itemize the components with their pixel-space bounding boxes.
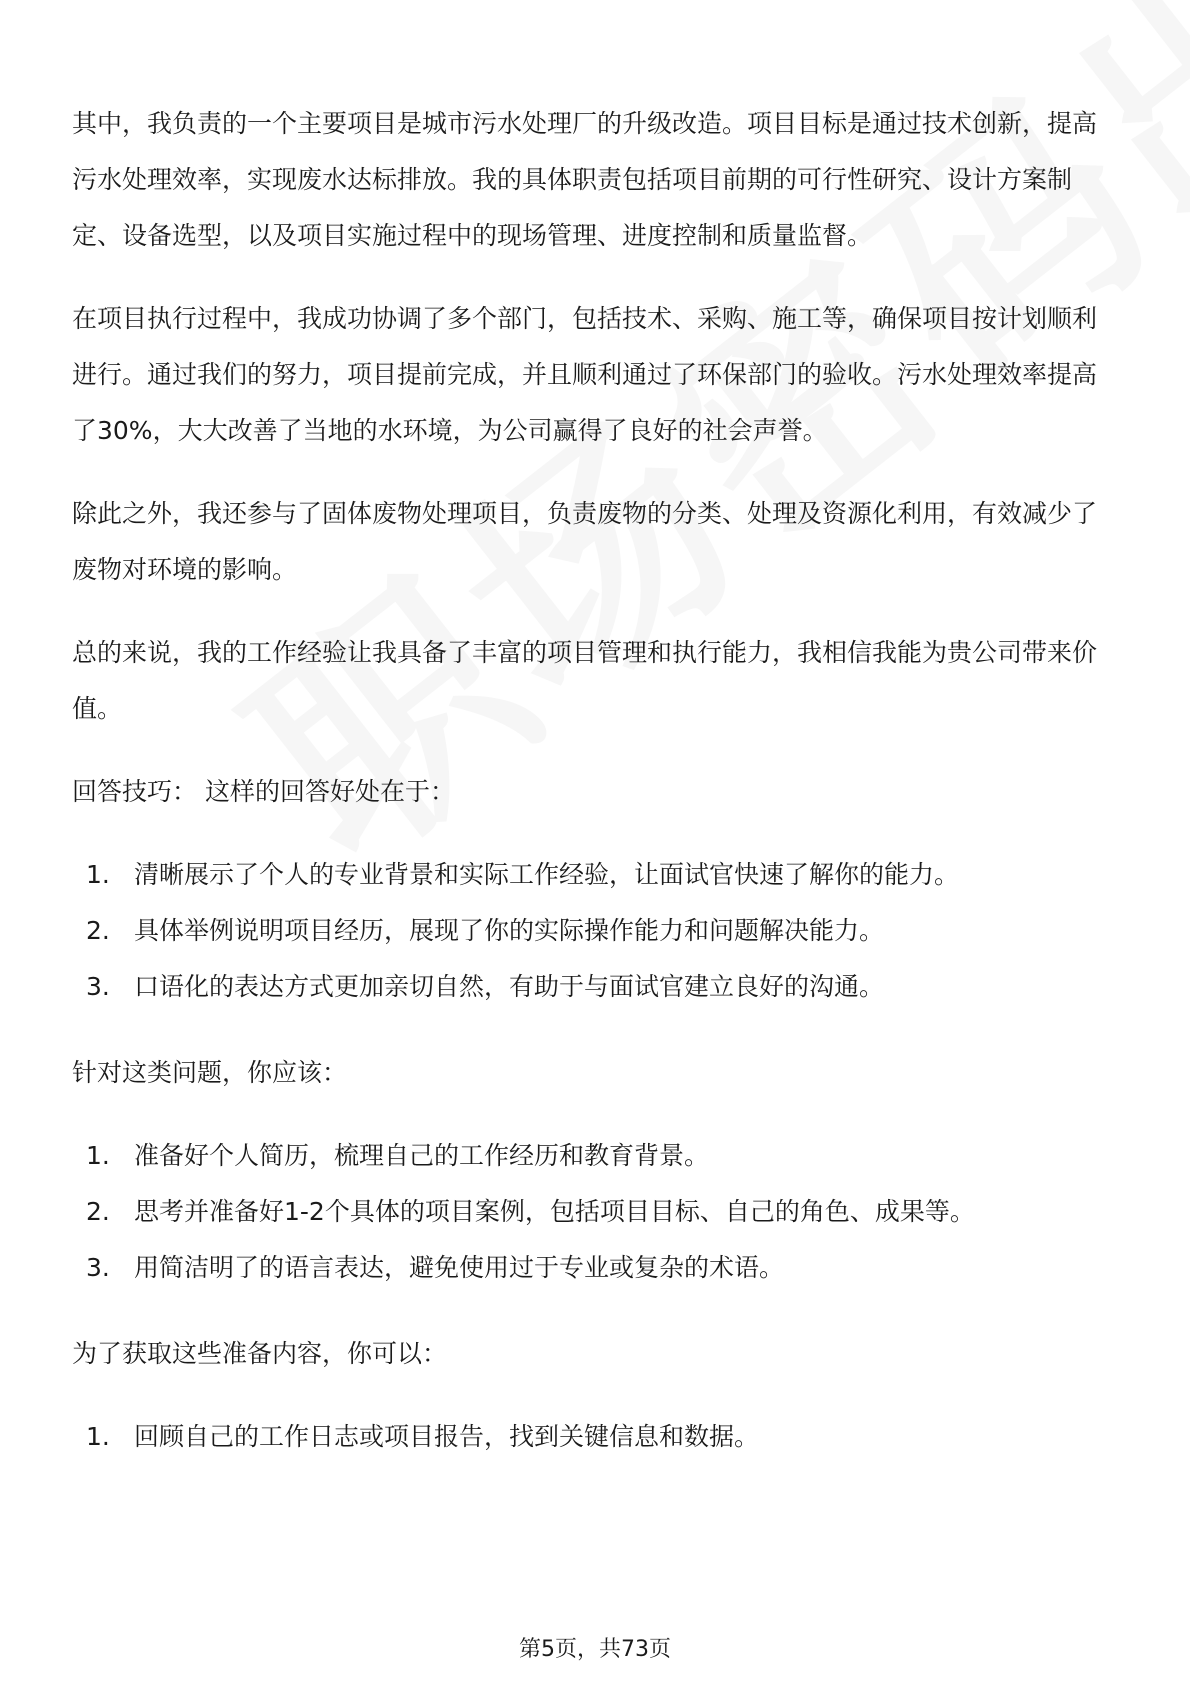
list-item-text: 具体举例说明项目经历，展现了你的实际操作能力和问题解决能力。 — [134, 916, 885, 945]
page-footer: 第5页，共73页 — [519, 1637, 671, 1662]
list-item — [86, 1409, 1120, 1465]
should-list — [72, 1128, 1120, 1296]
list-number: 3. — [86, 972, 110, 1001]
list-number: 1. — [86, 860, 110, 889]
list-item — [86, 1240, 1120, 1296]
list-number: 2. — [86, 1197, 110, 1226]
paragraph-summary: 总的来说，我的工作经验让我具备了丰富的项目管理和执行能力，我相信我能为贵公司带来价值。 — [72, 638, 1098, 723]
list-item — [86, 1184, 1120, 1240]
tips-heading: 回答技巧： 这样的回答好处在于： — [72, 777, 455, 806]
list-number: 3. — [86, 1253, 110, 1282]
list-item — [86, 903, 1120, 959]
list-number: 1. — [86, 1141, 110, 1170]
list-number: 1. — [86, 1422, 110, 1451]
list-item-text: 准备好个人简历，梳理自己的工作经历和教育背景。 — [134, 1141, 710, 1170]
paragraph-solid-waste: 除此之外，我还参与了固体废物处理项目，负责废物的分类、处理及资源化利用，有效减少了废物对环境的影响。 — [72, 499, 1098, 584]
list-item — [86, 1128, 1120, 1184]
paragraph-main-project: 其中，我负责的一个主要项目是城市污水处理厂的升级改造。项目目标是通过技术创新，提高污水处理效率，实现废水达标排放。我的具体职责包括项目前期的可行性研究、设计方案制定、设备选型，以及项目实施过程中的现场管理、进度控制和质量监督。 — [72, 109, 1098, 250]
should-heading: 针对这类问题，你应该： — [72, 1058, 348, 1087]
tips-list — [72, 847, 1120, 1015]
list-item-text: 回顾自己的工作日志或项目报告，找到关键信息和数据。 — [134, 1422, 760, 1451]
list-item-text: 思考并准备好1-2个具体的项目案例，包括项目目标、自己的角色、成果等。 — [134, 1197, 975, 1226]
list-number: 2. — [86, 916, 110, 945]
page-content — [72, 96, 1120, 1495]
list-item — [86, 959, 1120, 1015]
list-item-text: 口语化的表达方式更加亲切自然，有助于与面试官建立良好的沟通。 — [134, 972, 885, 1001]
list-item — [86, 847, 1120, 903]
prepare-list — [72, 1409, 1120, 1465]
prepare-heading: 为了获取这些准备内容，你可以： — [72, 1339, 448, 1368]
paragraph-project-execution: 在项目执行过程中，我成功协调了多个部门，包括技术、采购、施工等，确保项目按计划顺利进行。通过我们的努力，项目提前完成，并且顺利通过了环保部门的验收。污水处理效率提高了30%，大大改善了当地的水环境，为公司赢得了良好的社会声誉。 — [72, 304, 1098, 445]
list-item-text: 清晰展示了个人的专业背景和实际工作经验，让面试官快速了解你的能力。 — [134, 860, 960, 889]
list-item-text: 用简洁明了的语言表达，避免使用过于专业或复杂的术语。 — [134, 1253, 785, 1282]
